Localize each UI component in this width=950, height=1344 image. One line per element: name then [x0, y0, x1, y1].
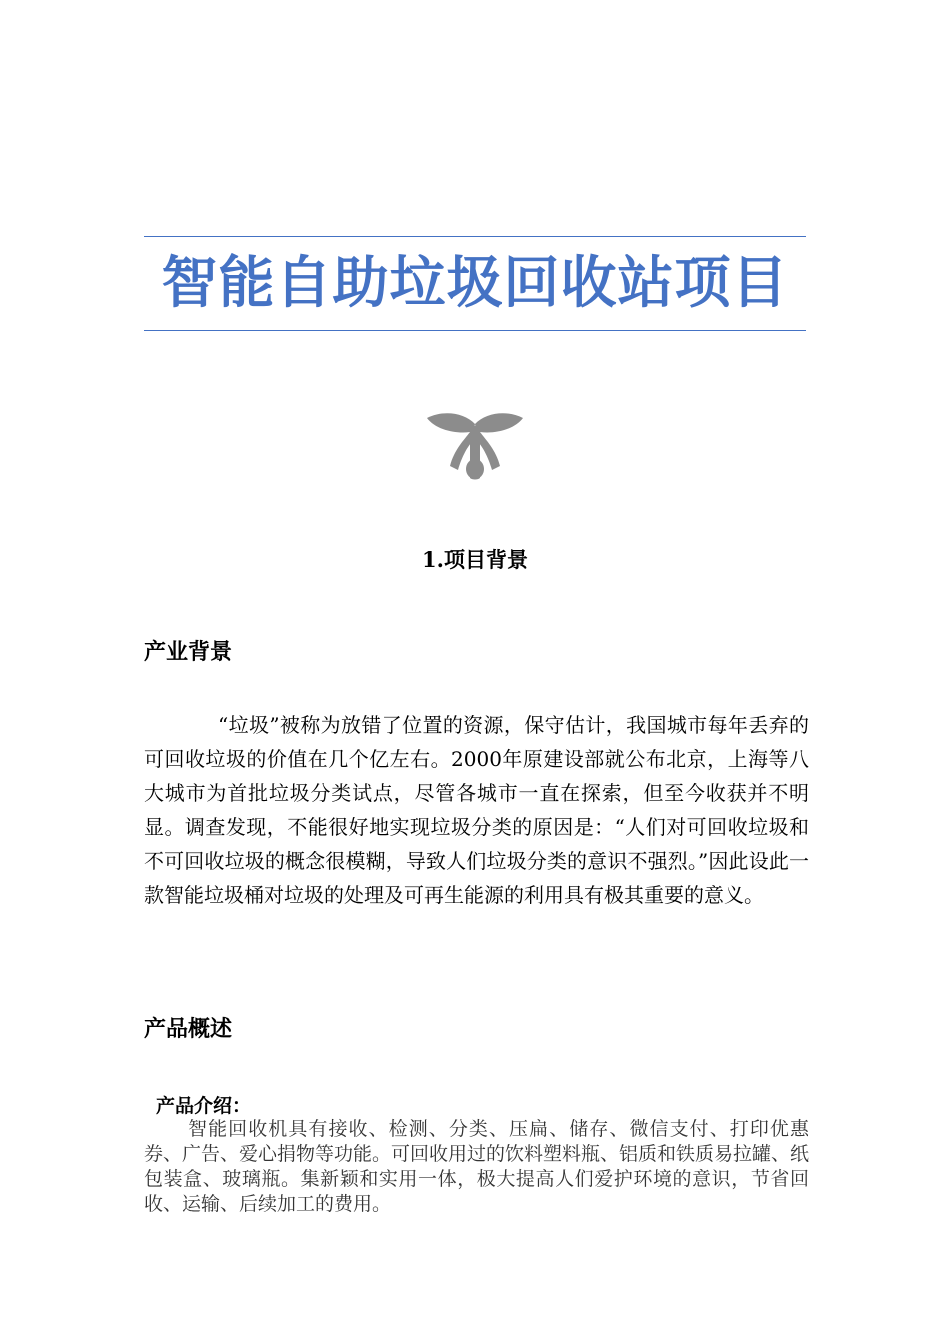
- product-intro-subheading: 产品介绍：: [156, 1095, 252, 1117]
- product-intro-paragraph: 智能回收机具有接收、检测、分类、压扁、储存、微信支付、打印优惠券、广告、爱心捐物等功能。可回收用过的饮料塑料瓶、铝质和铁质易拉罐、纸包装盒、玻璃瓶。集新颖和实用一体，极大提高人们爱护环境的意识，节省回收、运输、后续加工的费用。: [144, 1118, 810, 1215]
- document-title: 智能自助垃圾回收站项目: [161, 251, 789, 316]
- section-title: 1.项目背景: [422, 547, 528, 572]
- sprout-leaf-icon: [424, 408, 526, 480]
- title-rule-top: [144, 236, 806, 237]
- industry-background-paragraph: “垃圾”被称为放错了位置的资源，保守估计，我国城市每年丢弃的可回收垃圾的价值在几个亿左右。2000年原建设部就公布北京，上海等八大城市为首批垃圾分类试点，尽管各城市一直在探索，但至今收获并不明显。调查发现，不能很好地实现垃圾分类的原因是：“人们对可回收垃圾和不可回收垃圾的概念很模糊，导致人们垃圾分类的意识不强烈。”因此设此一款智能垃圾桶对垃圾的处理及可再生能源的利用具有极其重要的意义。: [144, 713, 809, 907]
- title-rule-bottom: [144, 330, 806, 331]
- product-overview-heading: 产品概述: [144, 1016, 233, 1042]
- industry-background-heading: 产业背景: [144, 639, 233, 665]
